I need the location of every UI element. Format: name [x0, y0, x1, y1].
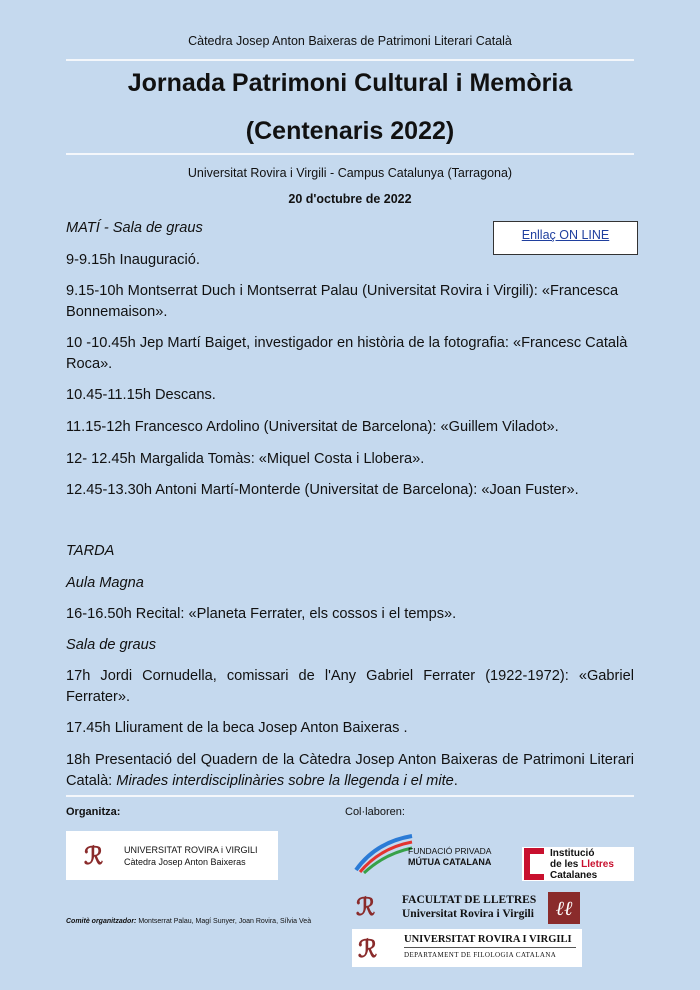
- mutua-swoosh-icon: [354, 834, 414, 874]
- logo-iec-text3: Catalanes: [550, 870, 598, 881]
- presentation-title: Mirades interdisciplinàries sobre la llegenda i el mite: [116, 773, 454, 789]
- schedule-item: 9-9.15h Inauguració.: [66, 252, 200, 268]
- page-subtitle: (Centenaris 2022): [245, 117, 455, 145]
- schedule-item: 16-16.50h Recital: «Planeta Ferrater, els cossos i el temps».: [66, 606, 457, 622]
- schedule-item: 9.15-10h Montserrat Duch i Montserrat Palau (Universitat Rovira i Virgili): «Francesca Bonnemaison».: [66, 283, 619, 320]
- logo-fundacio-mutua: [354, 834, 504, 874]
- room-aula-magna: Aula Magna: [66, 575, 144, 591]
- logo-facultat-lletres: [352, 890, 582, 926]
- logo-urv-text1: UNIVERSITAT ROVIRA i VIRGILI: [124, 845, 258, 855]
- logo-dep-text2: DEPARTAMENT DE FILOLOGIA CATALANA: [404, 951, 557, 959]
- logo-departament: [352, 929, 582, 967]
- header-rule-bottom: [66, 153, 634, 155]
- schedule-item: 17h Jordi Cornudella, comissari de l'Any Gabriel Ferrater (1922-1972): «Gabriel Ferrater».: [66, 668, 634, 705]
- online-link[interactable]: Enllaç ON LINE: [521, 228, 610, 242]
- footer-rule: [66, 795, 634, 797]
- logo-iec-text1: Institució: [550, 848, 595, 859]
- presentation-suffix: .: [453, 773, 458, 789]
- schedule-item: 10.45-11.15h Descans.: [66, 387, 216, 403]
- presentation-prefix: 18h Presentació del Quadern de la Càtedra Josep Anton Baixeras de Patrimoni Literari Català:: [66, 752, 634, 789]
- committee: Comitè organitzador: Montserrat Palau, Magí Sunyer, Joan Rovira, Sílvia Veà: [66, 918, 312, 925]
- schedule-item: 11.15-12h Francesco Ardolino (Universitat de Barcelona): «Guillem Viladot».: [66, 419, 559, 435]
- logo-fund-text2: MÚTUA CATALANA: [408, 857, 492, 867]
- urv-crest-icon: ℛ: [84, 841, 104, 870]
- logo-fac-text2: Universitat Rovira i Virgili: [402, 908, 534, 920]
- logo-iec: [522, 847, 634, 881]
- event-date: 20 d'octubre de 2022: [288, 192, 412, 206]
- page-title: Jornada Patrimoni Cultural i Memòria: [127, 69, 573, 97]
- morning-heading: MATÍ - Sala de graus: [66, 220, 203, 236]
- organitza-label: Organitza:: [66, 806, 121, 818]
- collaboren-label: Col·laboren:: [345, 806, 405, 818]
- logo-urv-text2: Càtedra Josep Anton Baixeras: [124, 857, 246, 867]
- lletres-mark-icon: ℓℓ: [548, 892, 580, 924]
- venue: Universitat Rovira i Virgili - Campus Catalunya (Tarragona): [187, 166, 513, 180]
- afternoon-heading: TARDA: [66, 543, 115, 559]
- dep-crest-icon: ℛ: [358, 934, 378, 963]
- fac-crest-icon: ℛ: [356, 892, 376, 921]
- schedule-item: 12.45-13.30h Antoni Martí-Monterde (Universitat de Barcelona): «Joan Fuster».: [66, 482, 579, 498]
- schedule-item: 10 -10.45h Jep Martí Baiget, investigador en història de la fotografia: «Francesc Català Roca».: [66, 335, 628, 372]
- schedule-item-presentation: [66, 750, 634, 792]
- logo-dep-text1: UNIVERSITAT ROVIRA I VIRGILI: [404, 934, 572, 945]
- chair-name: Càtedra Josep Anton Baixeras de Patrimoni Literari Català: [188, 34, 512, 48]
- schedule-item: 17.45h Lliurament de la beca Josep Anton Baixeras .: [66, 720, 408, 736]
- logo-fac-text1: FACULTAT DE LLETRES: [402, 894, 537, 906]
- room-sala-graus: Sala de graus: [66, 637, 157, 653]
- logo-iec-text2: de les Lletres: [550, 859, 614, 870]
- schedule-item: 12- 12.45h Margalida Tomàs: «Miquel Costa i Llobera».: [66, 451, 425, 467]
- logo-fund-text1: FUNDACIÓ PRIVADA: [408, 846, 492, 856]
- logo-urv-catedra: [66, 831, 278, 880]
- header-rule-top: [66, 59, 634, 61]
